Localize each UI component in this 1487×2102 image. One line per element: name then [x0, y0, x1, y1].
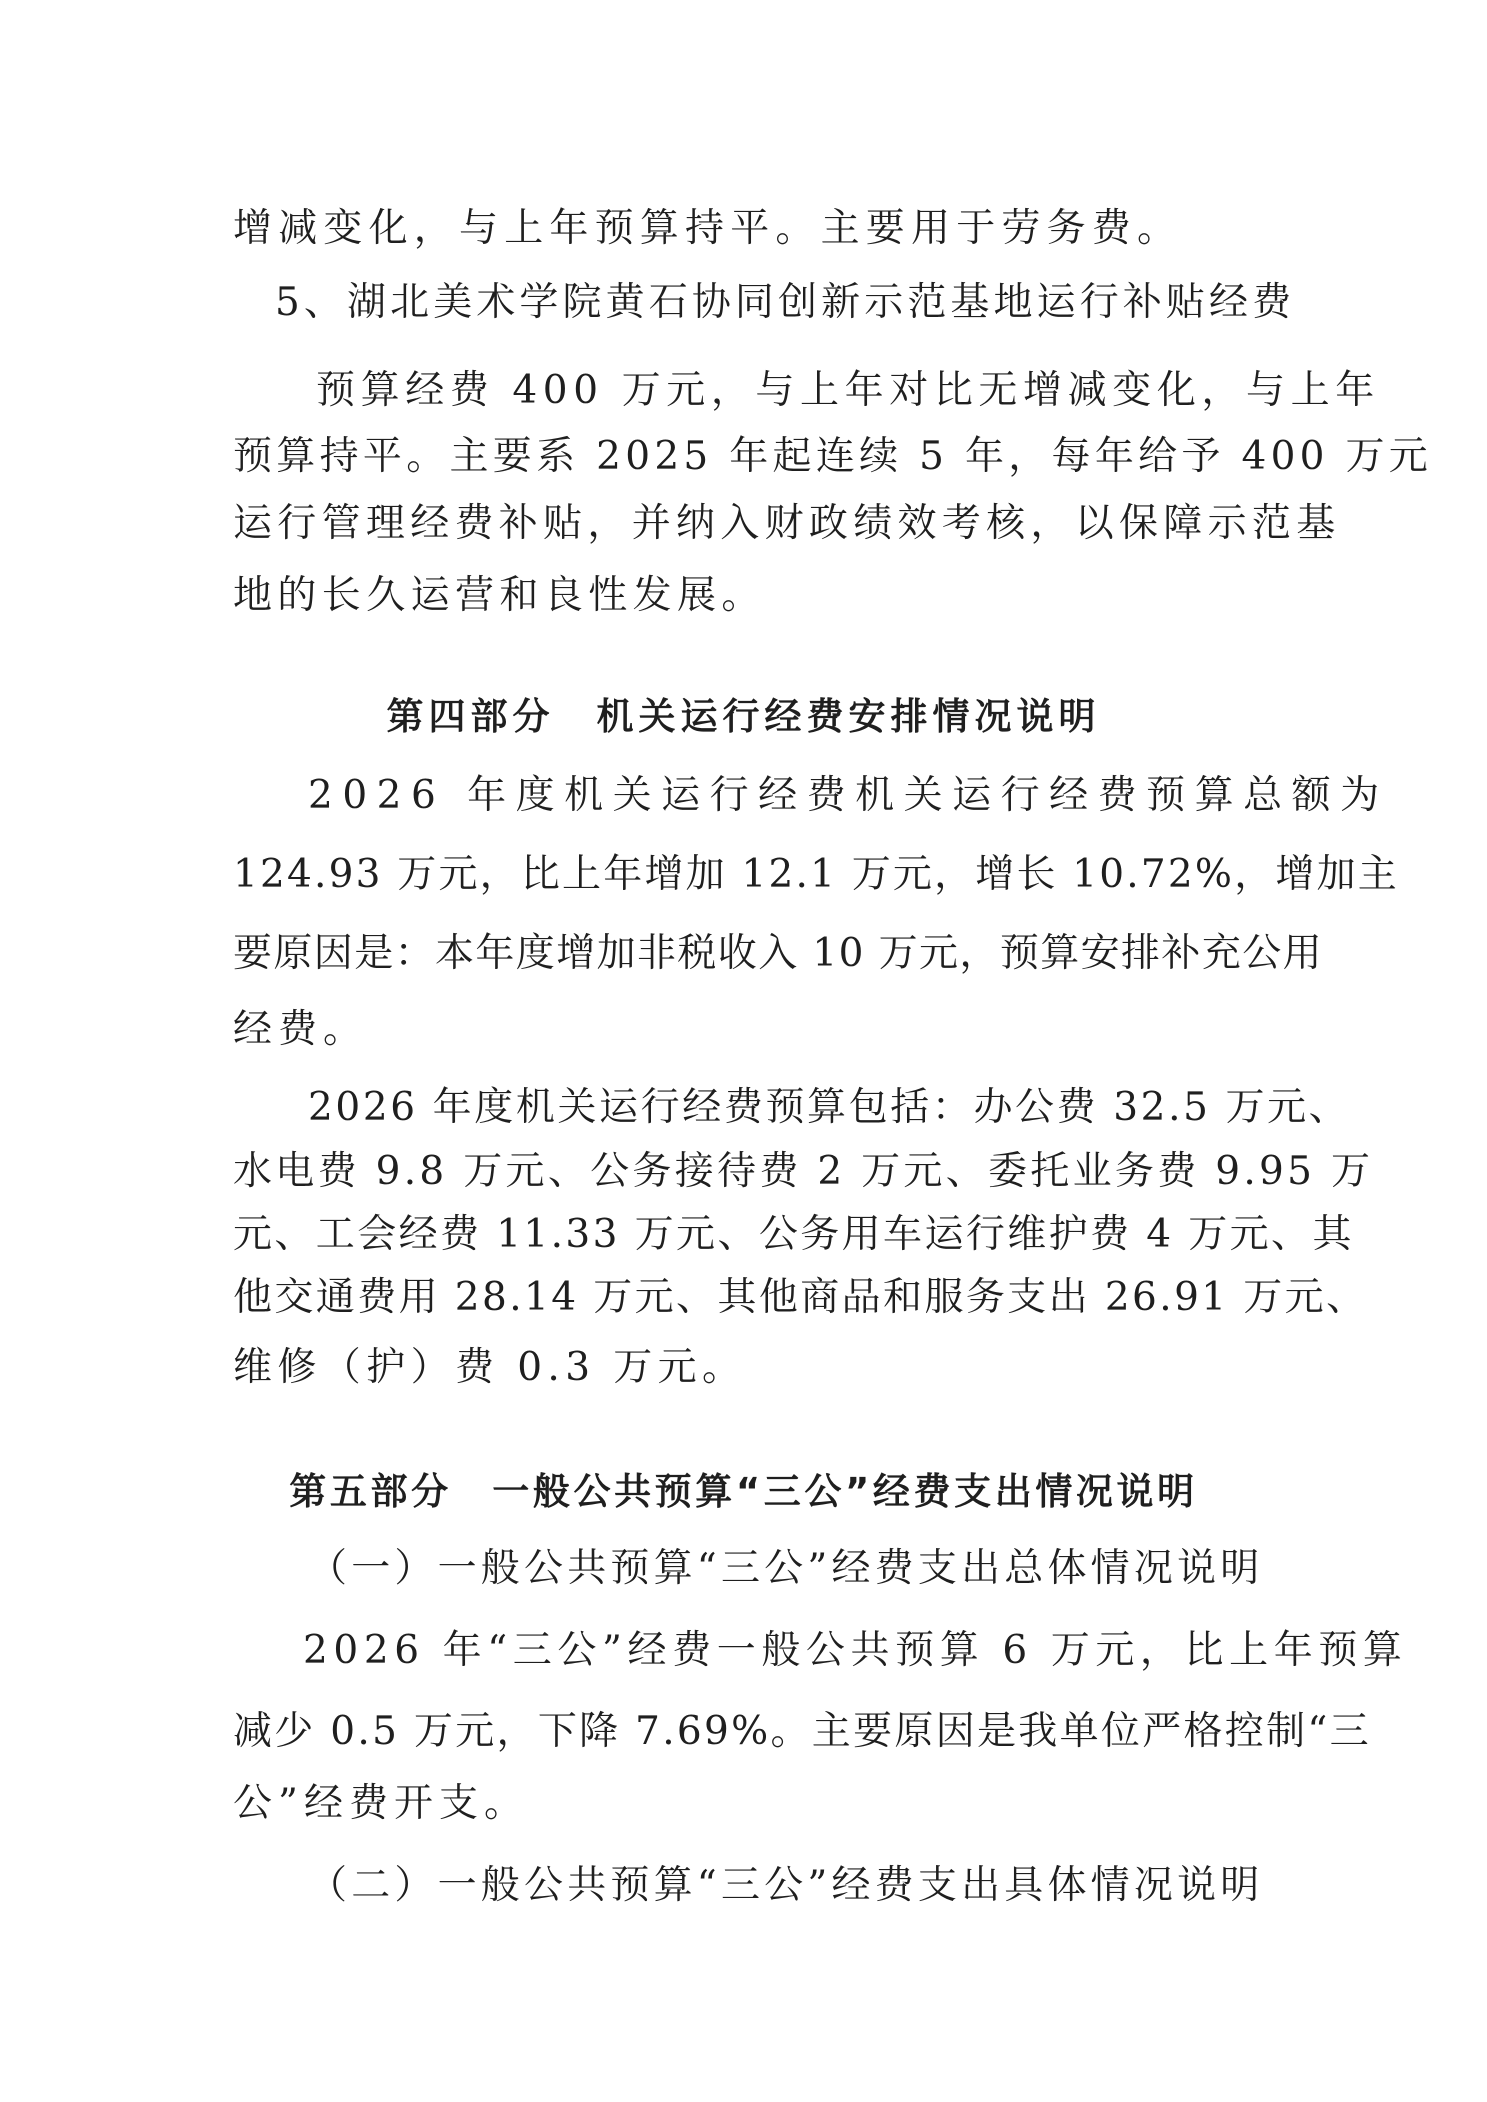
paragraph-line: 公”经费开支。	[233, 1781, 529, 1826]
subheading-line: （二）一般公共预算“三公”经费支出具体情况说明	[308, 1863, 1264, 1908]
paragraph-line: 他交通费用 28.14 万元、其他商品和服务支出 26.91 万元、	[233, 1275, 1368, 1320]
paragraph-line: 地的长久运营和良性发展。	[233, 573, 766, 618]
paragraph-line: 预算持平。主要系 2025 年起连续 5 年，每年给予 400 万元	[233, 434, 1433, 479]
section-heading-part-five: 第五部分 一般公共预算“三公”经费支出情况说明	[289, 1470, 1198, 1513]
paragraph-line: 元、工会经费 11.33 万元、公务用车运行维护费 4 万元、其	[233, 1212, 1354, 1257]
paragraph-line: 水电费 9.8 万元、公务接待费 2 万元、委托业务费 9.95 万	[233, 1149, 1374, 1194]
subheading-line: （一）一般公共预算“三公”经费支出总体情况说明	[308, 1546, 1264, 1591]
section-heading-part-four: 第四部分 机关运行经费安排情况说明	[386, 695, 1101, 738]
paragraph-line: 要原因是：本年度增加非税收入 10 万元，预算安排补充公用	[233, 931, 1324, 976]
paragraph-line: 2026 年度机关运行经费预算包括：办公费 32.5 万元、	[308, 1085, 1351, 1130]
paragraph-line: 减少 0.5 万元，下降 7.69%。主要原因是我单位严格控制“三	[233, 1709, 1371, 1754]
paragraph-line: 运行管理经费补贴，并纳入财政绩效考核，以保障示范基	[233, 501, 1341, 546]
paragraph-line: 经费。	[233, 1007, 369, 1052]
paragraph-line: 维修（护）费 0.3 万元。	[233, 1345, 747, 1390]
paragraph-line: 2026 年“三公”经费一般公共预算 6 万元，比上年预算	[303, 1628, 1408, 1673]
paragraph-line: 预算经费 400 万元，与上年对比无增减变化，与上年	[316, 368, 1380, 413]
paragraph-line: 124.93 万元，比上年增加 12.1 万元，增长 10.72%，增加主	[233, 852, 1399, 897]
paragraph-line: 2026 年度机关运行经费机关运行经费预算总额为	[308, 773, 1389, 818]
subheading-line: 5、湖北美术学院黄石协同创新示范基地运行补贴经费	[275, 280, 1296, 325]
paragraph-line: 增减变化，与上年预算持平。主要用于劳务费。	[233, 206, 1183, 251]
